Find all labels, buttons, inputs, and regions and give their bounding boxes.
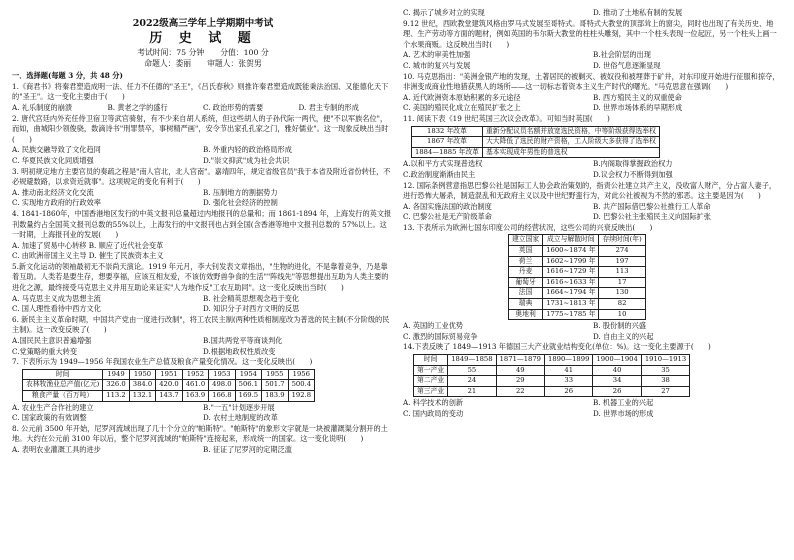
option-d[interactable]: D. 知识分子对西方文明的反思 (203, 304, 300, 314)
option-b[interactable]: B."一五"计划逐步开展 (203, 402, 275, 412)
question-stem: 12. 国际条例营意指思巴黎公社是国际工人协会政治策划的，指责公社建立共产主义，没收富人财产，分占富人妻子，进行恐怖大屠杀，制造混乱和无政府主义以及中世纪野蛮行为，对此公社被视为不然的邪恶。这主要是因为( ) (403, 180, 777, 201)
question-5 (12, 262, 394, 315)
option-c[interactable]: C. 华夏民族文化同质增强 (12, 155, 94, 165)
table-cell: 第一产业 (414, 365, 448, 376)
table-cell: 35 (641, 365, 689, 376)
table-cell: 192.8 (288, 391, 314, 402)
options (12, 294, 394, 315)
table-header-cell: 1953 (209, 369, 235, 380)
table-cell: 1664~1794 年 (543, 288, 599, 299)
question-stem: 9.12 世纪，西欧教堂建筑风格由罗马式发展至哥特式。哥特式大教堂的顶部耸上的窗尖，同时也出现了有关历史、地理、生产劳动等方面的题材，例如英国的韦尔斯大教堂的柱柱头雕刻，其中一个柱头表现一位起匠，另一个柱头上画一个水果商贩。这反映出当时( ) (403, 18, 777, 49)
option-b[interactable]: B. 西方殖民主义的双重使命 (593, 92, 682, 102)
option-d[interactable]: D. 世俗气息逐渐显现 (593, 60, 661, 70)
question-stem: 10. 马克思指出："美洲金银产地的发现，土著居民的被剿灭、被奴役和被埋葬于矿井，对东印度开始进行征服和掠夺，非洲变成商业性地猎获黑人的场所——这一切标志着资本主义生产时代的曙光。"马克思意在强调( ) (403, 71, 780, 92)
table-header-cell: 1900—1904 (593, 355, 641, 366)
data-table (22, 369, 315, 402)
table-cell: 26 (545, 386, 593, 397)
table-header-cell: 1951 (156, 369, 182, 380)
table-cell: 274 (599, 246, 645, 257)
option-b[interactable]: B. 社会精英思想观念趋于变化 (203, 293, 300, 303)
right-column (403, 0, 783, 420)
table-cell: 40 (593, 365, 641, 376)
option-c[interactable]: C. 激烈的国际贸易竞争 (403, 331, 478, 341)
table-header-cell: 1956 (288, 369, 314, 380)
question-8-options-continued (403, 8, 783, 19)
option-a[interactable]: A. 推动南北经济文化交流 (12, 187, 94, 197)
table-row (509, 256, 646, 267)
option-c[interactable]: C. 揭示了城乡对立的实现 (403, 8, 485, 17)
question-stem: 1.《商君书》将秦君塑造成明一法、任力不任德的"圣王"，《吕氏春秋》则推许秦君塑造成既能秉法治国、又能德化天下的"圣王"。这一变化主要由于( ) (12, 81, 389, 102)
table-header-cell: 时间 (23, 369, 103, 380)
option-c[interactable]: C. 政治形势的需要 (203, 102, 264, 112)
option-d[interactable]: D. 巴黎公社主张殖民主义向国际扩张 (593, 212, 711, 222)
option-a[interactable]: A. 礼乐制度的崩溃 (12, 102, 73, 112)
option-b[interactable]: B. 外重内轻的政治格局形成 (203, 145, 292, 155)
table-row (412, 147, 660, 158)
table-cell: 197 (599, 256, 645, 267)
option-b[interactable]: B.国共两党平等商谈判化 (203, 336, 283, 346)
table-header-cell: 1871—1879 (496, 355, 544, 366)
left-column (12, 0, 394, 456)
table-header-cell: 建立国家 (509, 235, 543, 246)
option-b[interactable]: B.内阁取得掌握政治权力 (593, 159, 673, 169)
question-stem: 13. 下表所示为欧洲七国东印度公司的经营状况，这些公司的兴衰反映出( ) (403, 222, 653, 232)
table-header-cell: 1949 (103, 369, 129, 380)
table-cell: 21 (448, 386, 496, 397)
table-cell: 大大降低了选民的财产资格，工人阶级大多获得了选举权 (482, 137, 659, 148)
table-cell: 29 (496, 376, 544, 387)
table-row (414, 386, 690, 397)
author-label: 命题人：娄丽 (144, 59, 192, 69)
option-a[interactable]: A. 农业生产合作社的建立 (12, 402, 94, 412)
table-cell: 1600~1874 年 (543, 246, 599, 257)
option-c[interactable]: C. 美国的殖民化成立在殖民扩张之上 (403, 103, 521, 113)
table-cell: 498.0 (209, 380, 235, 391)
time-label: 考试时间：75 分钟 (137, 48, 205, 58)
employment-table (413, 354, 690, 397)
table-cell: 501.7 (262, 380, 288, 391)
table-cell: 英国 (509, 246, 543, 257)
table-cell: 农林牧渔业总产值(亿元) (23, 380, 103, 391)
table-cell: 基本实现成年男性的普选权 (482, 147, 659, 158)
table-header-cell: 时间 (414, 355, 448, 366)
table-row (412, 137, 660, 148)
question-2 (12, 114, 394, 167)
option-b[interactable]: B. 共产国际借巴黎公社推行工人革命 (593, 201, 711, 211)
option-d[interactable]: D. 强化社会经济的控制 (203, 198, 278, 208)
question-stem: 6. 新民主主义革命时期，中国共产党由一度进行改制"，将工农民主制(两种性质相制度改为普选的民主制(不分阶级的民主制)。这一改变反映了( ) (12, 314, 390, 335)
table-header-cell: 1954 (235, 369, 261, 380)
table-cell: 33 (545, 376, 593, 387)
option-a[interactable]: A. 表明农业灌溉工具的进步 (12, 444, 101, 454)
table-cell: 1602~1799 年 (543, 256, 599, 267)
table-header-cell: 存续时间(年) (599, 235, 645, 246)
table-cell: 27 (641, 386, 689, 397)
question-stem: 4. 1841-1860年，中国香港地区发行的中英文报刊总量超过内地报刊的总量和；而 1861-1894 年，上海发行的英文报刊数量约占全国英文报刊总数的55%以上，上海发行的中文报刊也占到全国(含香港等地中文报刊总数的 57%以上。这一时期，上海报刊业的发展( ) (12, 208, 392, 240)
table-cell: 113 (599, 267, 645, 278)
question-13 (403, 223, 783, 343)
question-7 (12, 357, 394, 424)
option-a[interactable]: A.国民民主意识普遍增强 (12, 336, 92, 346)
table-cell: 82 (599, 299, 645, 310)
table-cell: 500.4 (288, 380, 314, 391)
table-row (509, 267, 646, 278)
table-row (414, 365, 690, 376)
option-d[interactable]: D.议会权力不断得到加强 (593, 169, 673, 179)
table-header-row (23, 369, 315, 380)
options (403, 202, 783, 223)
table-row (412, 126, 660, 137)
exam-title: 2022级高三学年上学期期中考试 (132, 18, 274, 29)
table-cell: 10 (599, 309, 645, 320)
option-a[interactable]: A. 各国实施法国的政治制度 (403, 201, 492, 211)
option-a[interactable]: A. 民族交融导致了文化趋同 (12, 145, 101, 155)
table-header-cell: 1910—1913 (641, 355, 689, 366)
options (403, 159, 783, 180)
table-row (509, 309, 646, 320)
table-cell: 384.0 (129, 380, 155, 391)
options (12, 336, 394, 357)
option-c[interactable]: C.政治制度渐渐由民主 (403, 169, 476, 179)
table-cell: 166.8 (209, 391, 235, 402)
question-stem: 11. 阅读下表《19 世纪英国三次议会改革》。可知当时英国( ) (403, 113, 610, 123)
question-9 (403, 19, 783, 72)
options (12, 103, 394, 114)
option-a[interactable]: A. 艺术的审美性加强 (403, 50, 471, 60)
exam-meta (12, 47, 394, 69)
question-stem: 7. 下表所示为 1949—1956 年我国农业生产总值及粮食产量变化情况。这一变化反映出( ) (12, 357, 313, 367)
table-header-cell: 1849—1858 (448, 355, 496, 366)
table-cell: 183.9 (262, 391, 288, 402)
question-stem: 2. 唐代宫廷内外充任侍卫宿卫等武官骑射，有不少来自胡人系统，但这些胡人的子孙代际一两代，便"不以军族名位"，而如，曲城阳少领俊骁，数滴诗书"刑罪禁卒，事树精严画"，安令节出家孔孔家之门，雅好儒业"。这一现象反映出当时( ) (12, 113, 389, 144)
option-d[interactable]: D.根据地政权性质改变 (203, 346, 276, 356)
option-c[interactable]: C.党策略的重大转变 (12, 346, 78, 356)
table-row (509, 299, 646, 310)
question-stem: 3. 明初规定地方主要官员的奏疏之程是"南人官北，北人官南"。嘉靖四年，规定省级官员"我于本省及附近省份转任，不必规避数路，以求资近就事"。这项规定的变化有利于( ) (12, 166, 391, 187)
table-row (509, 246, 646, 257)
table-cell: 荷兰 (509, 256, 543, 267)
question-4 (12, 209, 394, 262)
score-label: 分值：100 分 (220, 48, 269, 58)
option-b[interactable]: B. 压制地方的割据势力 (203, 187, 278, 197)
table-cell: 粮食产量（百万吨） (23, 391, 103, 402)
option-a[interactable]: A.以和平方式实现普选权 (403, 159, 483, 169)
options (12, 241, 394, 262)
table-cell: 169.5 (235, 391, 261, 402)
table-header-row (509, 235, 646, 246)
question-3 (12, 167, 394, 209)
options (403, 93, 783, 114)
option-d[interactable]: D. 世界市场的形成 (593, 408, 654, 418)
options (403, 50, 783, 71)
table-cell: 506.1 (235, 380, 261, 391)
option-c[interactable]: C. 巴黎公社是无产阶级革命 (403, 212, 492, 222)
options (12, 403, 394, 424)
section-heading: 一．选择题(每题 3 分，共 48 分) (12, 71, 123, 81)
table-cell: 163.9 (182, 391, 208, 402)
table-cell: 1832 年改革 (412, 126, 483, 137)
table-cell: 重新分配议员名额并放宽选民资格，中等阶级获得选举权 (482, 126, 659, 137)
question-stem: 8. 公元前 3500 年开始，尼罗河流域出现了几十个分立的"帕斯特"。"帕斯特"的象形文字就是一块被灌溉渠分割开的土地。大约在公元前 3100 年以后，整个尼罗河流域的"帕斯特"连接起来，形成统一的国家。这一变化说明( ) (12, 423, 388, 444)
table-cell: 第三产业 (414, 386, 448, 397)
reform-table (411, 126, 660, 159)
option-d[interactable]: D. 君主专制的形成 (298, 102, 359, 112)
option-b[interactable]: B. 征证了尼罗河的定期泛滥 (203, 444, 292, 454)
option-c[interactable]: C. 国内政局的变动 (403, 408, 464, 418)
option-a[interactable]: A. 英国的工业优势 (403, 321, 464, 331)
table-cell: 461.0 (182, 380, 208, 391)
question-stem: 14.下表反映了 1849—1913 年德国三大产业就业结构变化(单位：%)。这一变化主要源于( ) (403, 342, 711, 352)
option-c[interactable]: C. 国家政策的有效调整 (12, 413, 87, 423)
options (403, 398, 783, 419)
option-b[interactable]: B. 股份制的兴盛 (593, 321, 646, 331)
table-cell: 17 (599, 277, 645, 288)
option-d[interactable]: D. 自由主义的兴起 (593, 331, 654, 341)
table-cell: 丹麦 (509, 267, 543, 278)
company-table (508, 234, 646, 320)
table-cell: 49 (496, 365, 544, 376)
reviewer-label: 审题人：张贺男 (207, 59, 262, 69)
table-cell: 26 (593, 386, 641, 397)
table-cell: 143.7 (156, 391, 182, 402)
table-cell: 1616~1729 年 (543, 267, 599, 278)
table-cell: 1884—1885 年改革 (412, 147, 483, 158)
question-11 (403, 114, 783, 181)
table-cell: 奥地利 (509, 309, 543, 320)
option-b[interactable]: B. 机器工业的兴起 (593, 398, 654, 408)
table-header-cell: 1952 (182, 369, 208, 380)
table-cell: 420.0 (156, 380, 182, 391)
options (403, 321, 783, 342)
option-d[interactable]: D. 农村土地制度的改革 (203, 413, 278, 423)
table-row (23, 380, 315, 391)
question-stem: 5.新文化运动的领袖最初无不崇尚天演论。1919 年元月，李大钊发表文章指出，"生物的进化，不是靠着竞争，乃是靠着互助。人类若是要生存，想要享福，应该互相友爱，不该仿效野兽争食的生活""阵线先"等思想提出互助为人类主要的进化之源，最终接受马克思主义并用互助论来证实"人为地作反"工农互助同"。这一变化反映出当时( ) (12, 261, 389, 293)
table-cell: 130 (599, 288, 645, 299)
table-cell: 葡萄牙 (509, 277, 543, 288)
option-ab[interactable]: A. 加速了贸易中心转移 B. 顺应了近代社会变革 (12, 240, 164, 250)
table-header-cell: 1950 (129, 369, 155, 380)
option-d[interactable]: D. 推动了土地私有制的发展 (593, 8, 683, 17)
options (12, 445, 394, 456)
table-header-cell: 1955 (262, 369, 288, 380)
option-c[interactable]: C. 城市的复兴与发展 (403, 60, 471, 70)
option-b[interactable]: B.社会阶层的出现 (593, 50, 651, 60)
question-14 (403, 342, 783, 419)
question-6 (12, 315, 394, 357)
table-header-cell: 1890—1899 (545, 355, 593, 366)
option-c[interactable]: C. 国人理性看待中西方文化 (12, 304, 101, 314)
question-1 (12, 82, 394, 114)
table-header-row (414, 355, 690, 366)
table-cell: 瑞典 (509, 299, 543, 310)
table-cell: 34 (593, 376, 641, 387)
table-cell: 1616~1633 年 (543, 277, 599, 288)
table-row (509, 288, 646, 299)
table-cell: 法国 (509, 288, 543, 299)
table-cell: 22 (496, 386, 544, 397)
question-10 (403, 72, 783, 114)
question-12 (403, 181, 783, 223)
table-cell: 1775~1785 年 (543, 309, 599, 320)
table-cell: 113.2 (103, 391, 129, 402)
option-d[interactable]: D. 世界市场体系的早期形成 (593, 103, 683, 113)
table-row (509, 277, 646, 288)
table-header-cell: 成立与解散时间 (543, 235, 599, 246)
option-a[interactable]: A. 马克思主义成为思想主流 (12, 293, 101, 303)
table-row (23, 391, 315, 402)
table-cell: 132.1 (129, 391, 155, 402)
table-cell: 55 (448, 365, 496, 376)
table-cell: 24 (448, 376, 496, 387)
option-c[interactable]: C. 实现地方政府的行政效率 (12, 198, 101, 208)
table-cell: 第二产业 (414, 376, 448, 387)
option-b[interactable]: B. 黄老之学的盛行 (107, 102, 168, 112)
table-cell: 1731~1813 年 (543, 299, 599, 310)
question-8 (12, 424, 394, 456)
table-cell: 1867 年改革 (412, 137, 483, 148)
option-cd[interactable]: C. 由欧洲帝国主义主导 D. 催生了民族资本主义 (12, 251, 164, 261)
table-cell: 38 (641, 376, 689, 387)
option-a[interactable]: A. 科学技术的创新 (403, 398, 464, 408)
table-cell: 41 (545, 365, 593, 376)
subject-title: 历 史 试 题 (149, 30, 257, 46)
options (12, 145, 394, 166)
option-a[interactable]: A. 近代欧洲资本原始积累的多元途径 (403, 92, 521, 102)
options (12, 188, 394, 209)
table-row (414, 376, 690, 387)
table-cell: 326.0 (103, 380, 129, 391)
option-d[interactable]: D."崇文抑武"成为社会共识 (203, 155, 290, 165)
